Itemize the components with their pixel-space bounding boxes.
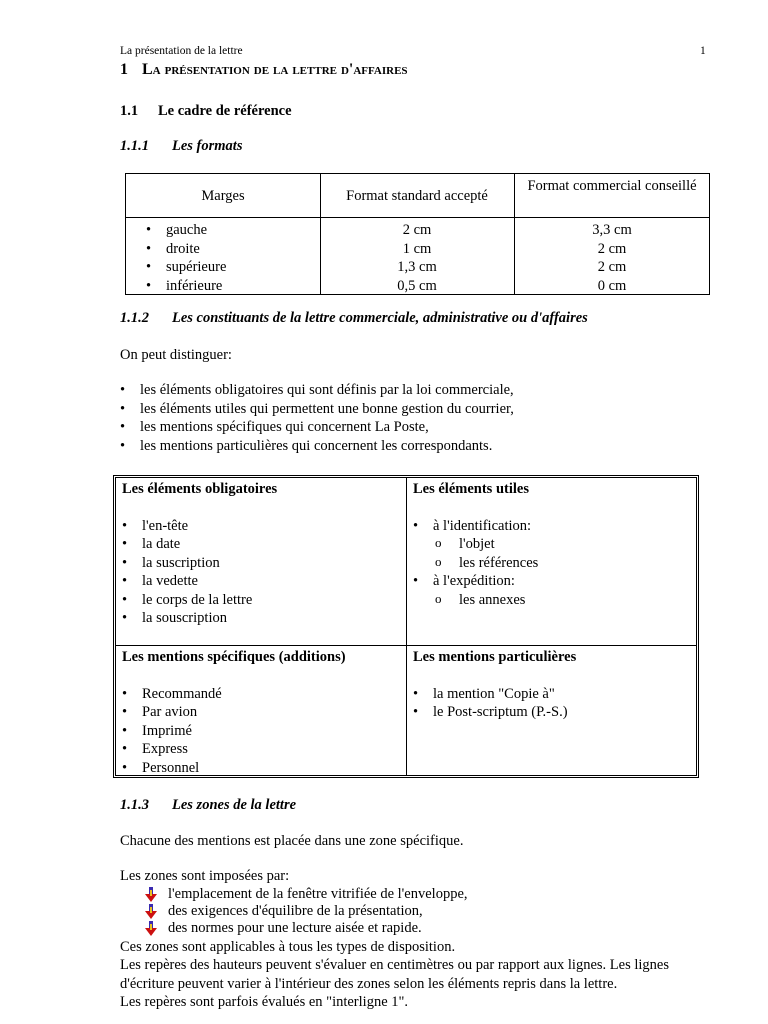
standard-value: 1,3 cm <box>397 259 437 275</box>
standard-values <box>320 221 514 295</box>
obligatoires-cell <box>122 480 398 628</box>
table-divider <box>126 217 709 218</box>
section-number: 1.1 <box>120 103 139 119</box>
utiles-cell <box>413 480 693 609</box>
list-item: • Par avion <box>122 703 398 722</box>
specifiques-cell <box>122 648 398 777</box>
standard-value: 2 cm <box>402 222 432 238</box>
section-1-1-heading <box>120 103 292 120</box>
list-item: • l'en-tête <box>122 517 398 536</box>
formats-table <box>125 173 710 295</box>
margin-item: • supérieure <box>146 258 226 277</box>
margin-item: • gauche <box>146 221 226 240</box>
list-item: • les mentions spécifiques qui concernent La Poste, <box>120 418 720 437</box>
standard-value: 0,5 cm <box>397 277 437 294</box>
list-item: • les éléments utiles qui permettent une bonne gestion du courrier, <box>120 400 720 419</box>
list-item: • la date <box>122 535 398 554</box>
running-header: La présentation de la lettre <box>120 45 243 57</box>
margin-item: • inférieure <box>146 277 226 296</box>
paragraph: Ces zones sont applicables à tous les types de disposition. <box>120 939 456 955</box>
section-title: Le cadre de référence <box>158 103 292 119</box>
intro-text: On peut distinguer: <box>120 347 232 363</box>
particulieres-list <box>413 685 693 722</box>
header-commercial: Format commercial conseillé <box>527 178 697 194</box>
list-item: • les mentions particulières qui concernent les correspondants. <box>120 437 720 456</box>
page-number: 1 <box>700 45 706 57</box>
particulieres-cell <box>413 648 693 722</box>
list-item: • Imprimé <box>122 722 398 741</box>
specifiques-list <box>122 685 398 778</box>
expedition-sublist <box>413 591 693 610</box>
constituents-list <box>120 381 720 455</box>
section-number: 1.1.3 <box>120 797 149 813</box>
section-title: Les formats <box>172 138 243 154</box>
zones-intro: Chacune des mentions est placée dans une zone spécifique. <box>120 833 464 849</box>
list-item: des normes pour une lecture aisée et rapide. <box>144 920 744 937</box>
table-divider <box>406 478 407 775</box>
commercial-value: 0 cm <box>597 277 627 294</box>
cell-title: Les mentions particulières <box>413 649 577 665</box>
cell-title: Les éléments utiles <box>413 481 529 497</box>
elements-table <box>113 475 699 778</box>
identification-sublist <box>413 535 693 572</box>
down-arrow-icon <box>144 921 158 937</box>
list-item: • Express <box>122 740 398 759</box>
zones-imposed: Les zones sont imposées par: <box>120 868 290 884</box>
section-title: Les constituants de la lettre commerciale, administrative ou d'affaires <box>172 310 588 326</box>
commercial-values <box>514 221 710 295</box>
paragraph: Les repères des hauteurs peuvent s'évaluer en centimètres ou par rapport aux lignes. Les lignes d'écriture peuvent varier à l'intérieur des zones selon les éléments repris dans la lettre. <box>120 957 669 992</box>
list-item: • à l'expédition: <box>413 572 693 591</box>
heading-number: 1 <box>120 61 128 78</box>
down-arrow-icon <box>144 887 158 903</box>
list-item: • Recommandé <box>122 685 398 704</box>
list-item: • à l'identification: <box>413 517 693 536</box>
cell-title: Les éléments obligatoires <box>122 481 278 497</box>
obligatoires-list <box>122 517 398 628</box>
down-arrow-icon <box>144 904 158 920</box>
header-marges: Marges <box>201 188 245 204</box>
sublist-item: o les références <box>433 554 693 573</box>
list-item: • la mention "Copie à" <box>413 685 693 704</box>
paragraph: Les repères sont parfois évalués en "interligne 1". <box>120 994 409 1010</box>
zones-list <box>120 886 744 937</box>
section-title: Les zones de la lettre <box>172 797 297 813</box>
section-1-1-3-heading <box>120 797 296 814</box>
section-number: 1.1.1 <box>120 138 149 154</box>
heading-title: La présentation de la lettre d'affaires <box>142 61 408 78</box>
list-item: • la souscription <box>122 609 398 628</box>
sublist-item: o les annexes <box>433 591 693 610</box>
list-item: • les éléments obligatoires qui sont définis par la loi commerciale, <box>120 381 720 400</box>
commercial-value: 3,3 cm <box>592 222 632 238</box>
section-1-1-2-heading <box>120 310 588 327</box>
standard-value: 1 cm <box>402 240 432 257</box>
list-item: • la vedette <box>122 572 398 591</box>
commercial-value: 2 cm <box>597 259 627 275</box>
margins-list <box>146 221 226 295</box>
commercial-value: 2 cm <box>597 240 627 257</box>
list-item: • la suscription <box>122 554 398 573</box>
table-divider <box>116 645 696 646</box>
main-heading <box>120 61 408 79</box>
utiles-list <box>413 572 693 591</box>
list-item: l'emplacement de la fenêtre vitrifiée de l'enveloppe, <box>144 886 744 903</box>
utiles-list <box>413 517 693 536</box>
section-1-1-1-heading <box>120 138 242 155</box>
list-item: des exigences d'équilibre de la présentation, <box>144 903 744 920</box>
list-item: • le corps de la lettre <box>122 591 398 610</box>
cell-title: Les mentions spécifiques (additions) <box>122 649 346 665</box>
header-standard: Format standard accepté <box>346 188 488 204</box>
section-number: 1.1.2 <box>120 310 149 326</box>
margin-item: • droite <box>146 240 226 259</box>
sublist-item: o l'objet <box>433 535 693 554</box>
list-item: • le Post-scriptum (P.-S.) <box>413 703 693 722</box>
list-item: • Personnel <box>122 759 398 778</box>
